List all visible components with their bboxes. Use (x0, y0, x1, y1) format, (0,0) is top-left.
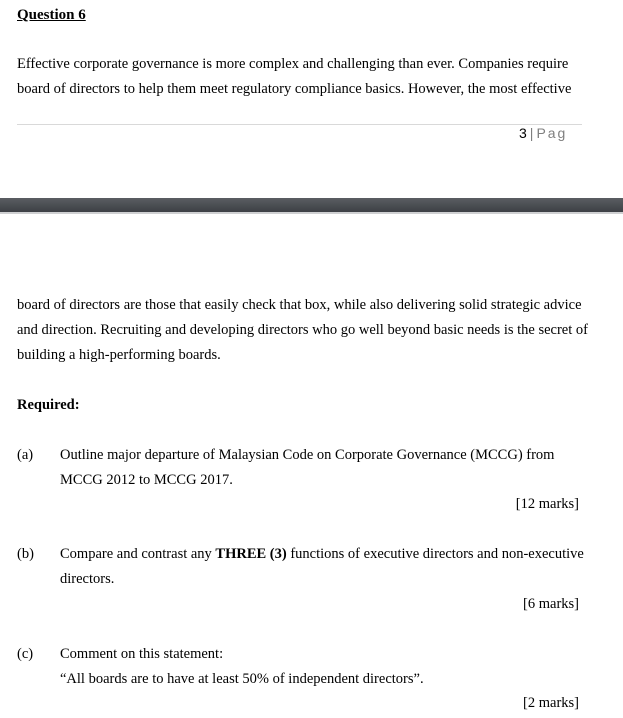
item-b-text-post: functions of executive directors and non-executive (286, 546, 584, 562)
item-b-line-2: directors. (60, 571, 115, 587)
item-c-label: (c) (17, 646, 34, 662)
required-heading: Required: (17, 397, 80, 413)
item-b-marks: [6 marks] (523, 596, 579, 612)
paragraph-line-2: board of directors to help them meet regulatory compliance basics. However, the most effective (17, 81, 572, 97)
page-3-bottom (0, 0, 623, 198)
item-b-text-bold: THREE (3) (215, 546, 287, 562)
item-c-marks: [2 marks] (523, 695, 579, 711)
paragraph-line-1: Effective corporate governance is more complex and challenging than ever. Companies require (17, 56, 569, 72)
item-c-line-1: Comment on this statement: (60, 646, 224, 662)
item-b-line-1 (60, 546, 584, 563)
item-a-line-1: Outline major departure of Malaysian Code on Corporate Governance (MCCG) from (60, 447, 555, 463)
question-title: Question 6 (17, 7, 86, 23)
page-break-shadow (0, 212, 623, 214)
item-a-marks: [12 marks] (515, 496, 579, 512)
paragraph-cont-line-2: and direction. Recruiting and developing directors who go well beyond basic needs is the secret of (17, 322, 588, 338)
page-number: 3 (519, 125, 527, 141)
item-c-line-2: “All boards are to have at least 50% of independent directors”. (60, 671, 424, 687)
footer-divider (17, 124, 582, 125)
page-break-gap (0, 198, 623, 212)
paragraph-cont-line-3: building a high-performing boards. (17, 347, 221, 363)
item-a-line-2: MCCG 2012 to MCCG 2017. (60, 472, 233, 488)
page-separator: | (529, 125, 534, 141)
item-b-text-pre: Compare and contrast any (60, 546, 216, 562)
item-b-label: (b) (17, 546, 34, 562)
page-footer (519, 125, 567, 141)
item-a-label: (a) (17, 447, 34, 463)
page-word: Pag (536, 125, 568, 141)
paragraph-cont-line-1: board of directors are those that easily check that box, while also delivering solid strategic advice (17, 297, 582, 313)
